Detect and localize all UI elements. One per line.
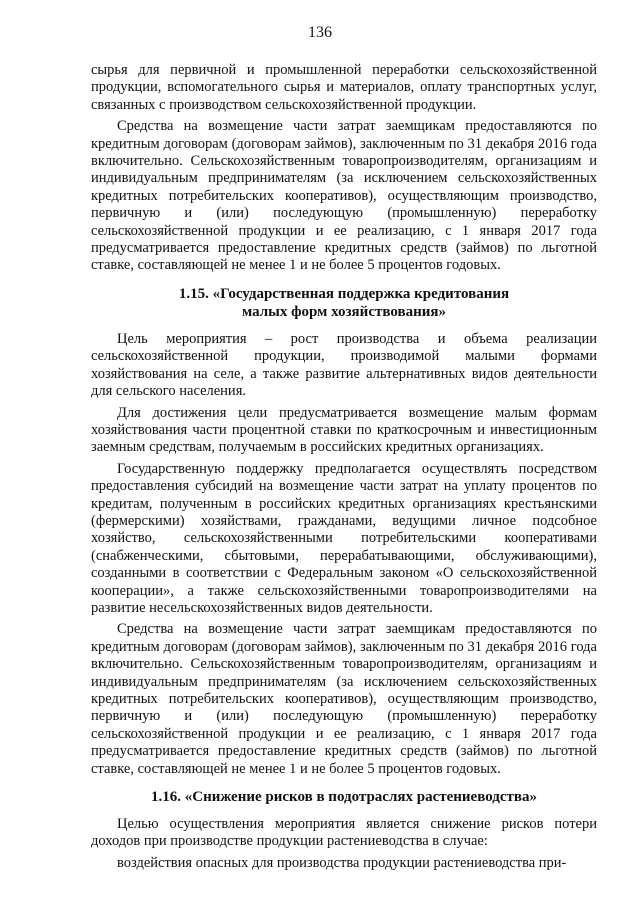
section-heading-1-15 bbox=[91, 285, 597, 321]
section-heading-1-16: 1.16. «Снижение рисков в подотраслях растениеводства» bbox=[151, 789, 537, 806]
paragraph: воздействия опасных для производства продукции растениеводства при- bbox=[117, 854, 567, 871]
page-number: 136 bbox=[308, 24, 332, 41]
paragraph: Средства на возмещение части затрат заемщикам предоставляются по кредитным договорам (договорам займов), заключенным по 31 декабря 2016 года включительно. Сельскохозяйственным товаропроизводителям, организациям и индивидуальным предпринимателям (за исключением сельскохозяйственных кредитных потребительских кооперативов), осуществляющим производство, первичную и (или) последующую (промышленную) переработку сельскохозяйственной продукции и ее реализацию, с 1 января 2017 года предусматривается предоставление кредитных средств (займов) по льготной ставке, составляющей не менее 1 и не более 5 процентов годовых. bbox=[91, 118, 597, 274]
paragraph: Целью осуществления мероприятия является снижение рисков потери доходов при производстве продукции растениеводства в случае: bbox=[91, 816, 597, 850]
paragraph: Для достижения цели предусматривается возмещение малым формам хозяйствования части процентной ставки по краткосрочным и инвестиционным заемным средствам, получаемым в российских кредитных организациях. bbox=[91, 404, 597, 456]
paragraph: Государственную поддержку предполагается осуществлять посредством предоставления субсидий на возмещение части затрат на уплату процентов по кредитам, полученным в российских кредитных организациях крестьянскими (фермерскими) хозяйствами, гражданами, ведущими личное подсобное хозяйство, сельскохозяйственными потребительскими кооперативами (снабженческими, сбытовыми, перерабатывающими, обслуживающими), созданными в соответствии с Федеральным законом «О сельскохозяйственной кооперации», а также сельскохозяйственными товаропроизводителями на развитие несельскохозяйственных видов деятельности. bbox=[91, 460, 597, 616]
heading-line: 1.15. «Государственная поддержка кредитования bbox=[178, 285, 510, 302]
paragraph: Средства на возмещение части затрат заемщикам предоставляются по кредитным договорам (договорам займов), заключенным по 31 декабря 2016 года включительно. Сельскохозяйственным товаропроизводителям, организациям и индивидуальным предпринимателям (за исключением сельскохозяйственных кредитных потребительских кооперативов), осуществляющим производство, первичную и (или) последующую (промышленную) переработку сельскохозяйственной продукции и ее реализацию, с 1 января 2017 года предусматривается предоставление кредитных средств (займов) по льготной ставке, составляющей не менее 1 и не более 5 процентов годовых. bbox=[91, 621, 597, 777]
document-body bbox=[91, 62, 597, 876]
paragraph: Цель мероприятия – рост производства и объема реализации сельскохозяйственной продукции, производимой малыми формами хозяйствования на селе, а также развитие альтернативных видов деятельности для сельского населения. bbox=[91, 330, 597, 400]
paragraph: сырья для первичной и промышленной переработки сельскохозяйственной продукции, вспомогательного сырья и материалов, оплату транспортных услуг, связанных с производством сельскохозяйственной продукции. bbox=[91, 62, 597, 113]
heading-line: малых форм хозяйствования» bbox=[242, 303, 446, 320]
